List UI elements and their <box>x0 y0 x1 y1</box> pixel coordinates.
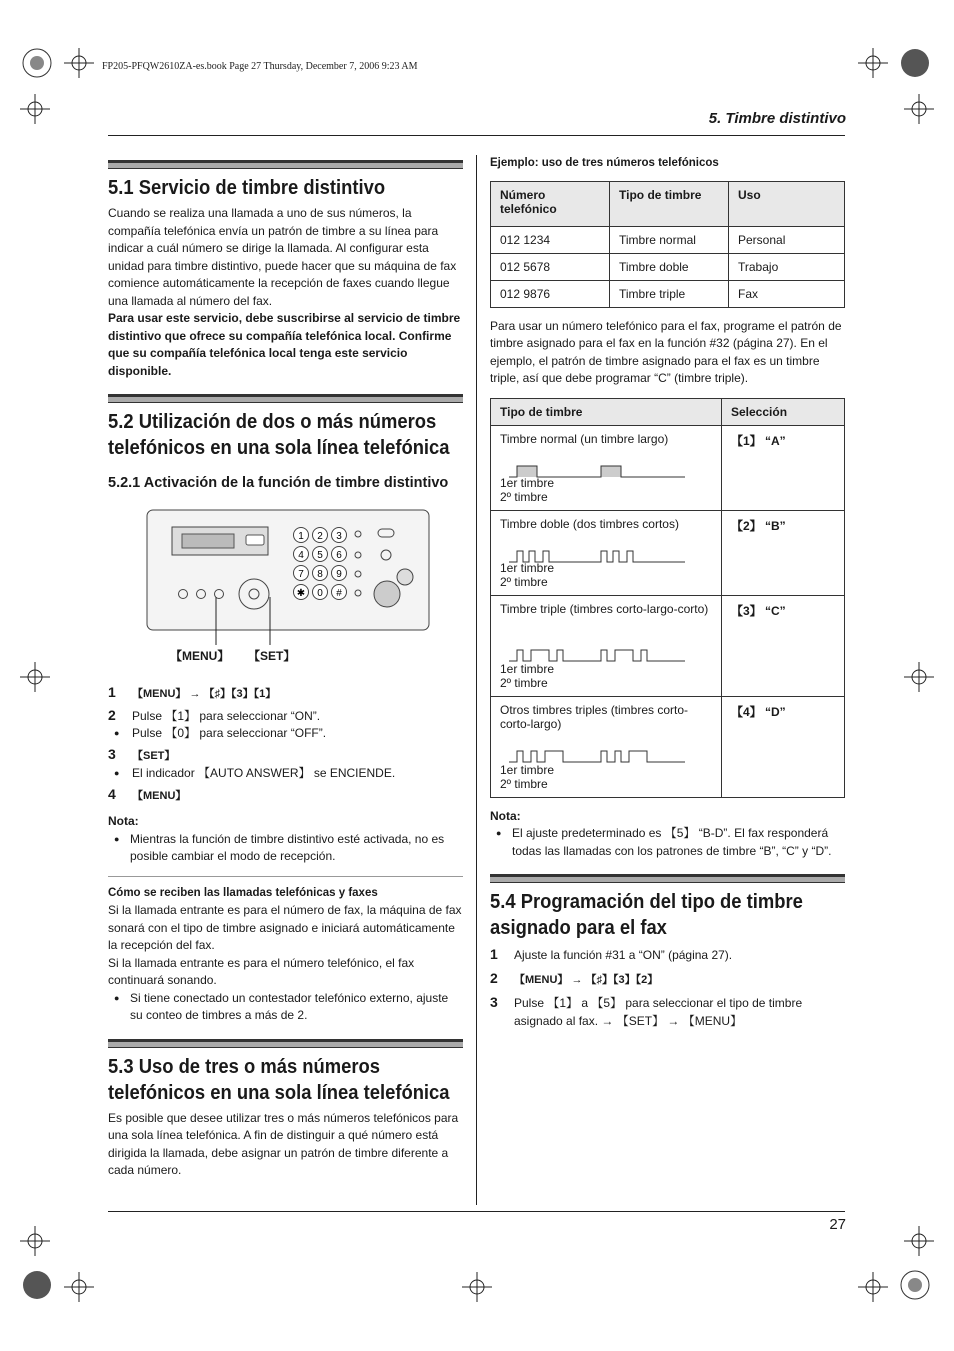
table-row <box>491 280 845 307</box>
print-registration-mark-icon <box>898 46 932 80</box>
table-row <box>491 510 845 595</box>
keypad-key-label: # <box>336 588 342 599</box>
table-cell: Timbre doble <box>610 253 729 280</box>
note-label: Nota: <box>490 808 521 823</box>
table-header-cell: Selección <box>722 398 845 425</box>
ring-labels: 1er timbre2º timbre <box>500 475 555 504</box>
ring-labels: 1er timbre2º timbre <box>500 560 555 589</box>
column-divider <box>476 155 477 1205</box>
example-title: Ejemplo: uso de tres números telefónicos <box>490 157 719 169</box>
table-row <box>491 226 845 253</box>
ring-selection-cell: 【4】 “D” <box>722 696 845 797</box>
right-column <box>490 155 845 1030</box>
print-registration-mark-icon <box>898 1268 932 1302</box>
table-header-row <box>491 181 845 226</box>
ring-labels: 1er timbre2º timbre <box>500 661 555 690</box>
table-cell: Personal <box>729 226 845 253</box>
table-cell: Timbre triple <box>610 280 729 307</box>
ring-selection-cell: 【3】 “C” <box>722 595 845 696</box>
ring-type-label: Timbre normal (un timbre largo) <box>500 431 669 446</box>
footer-rule <box>108 1211 845 1212</box>
table-cell: 012 9876 <box>491 280 610 307</box>
crosshair-mark-icon <box>904 1226 934 1256</box>
example-after-text: Para usar un número telefónico para el fax, programe el patrón de timbre asignado para el fax en la función #32 (página 27). En el ejemplo, el patrón de timbre asignado para el fax es un timbre triple, así que debe programar “C” (timbre triple). <box>490 318 842 385</box>
keypad-key-label: 5 <box>317 550 323 561</box>
step-1: 1 【MENU】 → 【♯】【3】【1】 <box>108 684 277 700</box>
section-title-5-1: 5.1 Servicio de timbre distintivo <box>108 177 386 199</box>
step-2: 2 Pulse 【1】 para seleccionar “ON”. <box>108 706 321 723</box>
table-row <box>491 595 845 696</box>
crosshair-mark-icon <box>858 48 888 78</box>
step-2-bullet: ● Pulse 【0】 para seleccionar “OFF”. <box>108 725 463 743</box>
keypad-key-label: 9 <box>336 569 342 580</box>
keypad-key-label: 2 <box>317 531 323 542</box>
left-column <box>108 160 463 1180</box>
keypad-key-label: 1 <box>298 531 304 542</box>
step-1: 1 Ajuste la función #31 a “ON” (página 27). <box>490 946 733 962</box>
step-list-5-4 <box>490 947 845 1030</box>
table-row <box>491 253 845 280</box>
crosshair-mark-icon <box>858 1272 888 1302</box>
how-title: Cómo se reciben las llamadas telefónicas y faxes <box>108 886 378 899</box>
ring-type-label: Timbre doble (dos timbres cortos) <box>500 516 679 531</box>
keypad-key-label: 6 <box>336 550 342 561</box>
ring-pattern-table <box>490 398 845 798</box>
ring-type-label: Otros timbres triples (timbres corto-corto-largo) <box>500 702 689 731</box>
ring-type-label: Timbre triple (timbres corto-largo-corto) <box>500 601 709 616</box>
step-list-5-2-1 <box>108 685 463 805</box>
table-cell: Fax <box>729 280 845 307</box>
crosshair-mark-icon <box>20 1226 50 1256</box>
section-5-1-body: Cuando se realiza una llamada a uno de sus números, la compañía telefónica envía un patrón de timbre a su línea para indicar a cuál número se dirige la llamada. Al configurar esta unidad para timbre distintivo, puede hacer que su máquina de fax comience automáticamente la recepción de faxes cuando llegue una llamada al número del fax. <box>108 206 457 308</box>
crosshair-mark-icon <box>904 94 934 124</box>
section-bar <box>108 160 463 169</box>
header-rule <box>108 135 845 136</box>
table-cell: Trabajo <box>729 253 845 280</box>
print-header: FP205-PFQW2610ZA-es.book Page 27 Thursday, December 7, 2006 9:23 AM <box>102 61 418 72</box>
how-paragraph-1: Si la llamada entrante es para el número de fax, la máquina de fax sonará con el tipo de timbre asignado e iniciará automáticamente la recepción del fax. <box>108 903 462 952</box>
section-title-5-3: 5.3 Uso de tres o más números telefónicos en una sola línea telefónica <box>108 1055 450 1104</box>
crosshair-mark-icon <box>20 94 50 124</box>
table-header-cell: Tipo de timbre <box>610 181 729 226</box>
keypad-key-label: 8 <box>317 569 323 580</box>
how-paragraph-2: Si la llamada entrante es para el número telefónico, el fax continuará sonando. <box>108 955 415 987</box>
page-number: 27 <box>829 1216 846 1233</box>
ring-selection-cell: 【2】 “B” <box>722 510 845 595</box>
running-title: 5. Timbre distintivo <box>708 110 846 127</box>
section-bar <box>108 394 463 403</box>
set-key-label: 【SET】 <box>248 649 296 663</box>
step-4: 4 【MENU】 <box>108 785 187 802</box>
table-cell: 012 5678 <box>491 253 610 280</box>
table-cell: Timbre normal <box>610 226 729 253</box>
keypad-key-label: ✱ <box>296 588 306 599</box>
note-bullet: ● El ajuste predeterminado es 【5】 “B-D”. El fax responderá todas las llamadas con los patrones de timbre “B”, “C” y “D”. <box>490 825 845 860</box>
example-table <box>490 181 845 308</box>
ring-pattern-other-icon <box>509 749 689 763</box>
keypad-key-label: 4 <box>298 550 304 561</box>
step-3: 3 Pulse 【1】 a 【5】 para seleccionar el tipo de timbre asignado al fax. → 【SET】 → 【MENU】 <box>490 994 803 1028</box>
section-bar <box>108 1039 463 1048</box>
fax-panel-icon <box>146 509 436 639</box>
section-bar <box>490 874 845 883</box>
subsection-title-5-2-1: 5.2.1 Activación de la función de timbre distintivo <box>108 475 449 491</box>
ring-type-cell <box>491 696 722 797</box>
section-5-3-body: Es posible que desee utilizar tres o más números telefónicos para una sola línea telefónica. A fin de distinguir a qué número está dirigida la llamada, debe asignar un patrón de timbre diferente a cada número. <box>108 1110 459 1177</box>
print-registration-mark-icon <box>20 46 54 80</box>
crosshair-mark-icon <box>20 662 50 692</box>
ring-labels: 1er timbre2º timbre <box>500 762 555 791</box>
table-row <box>491 425 845 510</box>
table-header-cell: Número telefónico <box>491 181 610 226</box>
crosshair-mark-icon <box>462 1272 492 1302</box>
step-3-bullet: ● El indicador 【AUTO ANSWER】 se ENCIENDE. <box>108 765 463 783</box>
ring-selection-cell: 【1】 “A” <box>722 425 845 510</box>
table-header-cell: Tipo de timbre <box>491 398 722 425</box>
ring-type-cell <box>491 425 722 510</box>
crosshair-mark-icon <box>904 662 934 692</box>
how-bullet: ● Si tiene conectado un contestador telefónico externo, ajuste su conteo de timbres a más de 2. <box>108 990 463 1025</box>
step-3: 3 【SET】 <box>108 745 176 762</box>
section-title-5-4: 5.4 Programación del tipo de timbre asignado para el fax <box>490 891 803 939</box>
print-registration-mark-icon <box>20 1268 54 1302</box>
section-5-1-bold-note: Para usar este servicio, debe suscribirse al servicio de timbre distintivo que ofrece su compañía telefónica local. Confirme que su compañía telefónica local tenga este servicio disponible. <box>108 311 461 378</box>
menu-key-label: 【MENU】 <box>170 649 230 663</box>
step-2: 2 【MENU】 → 【♯】【3】【2】 <box>490 969 659 986</box>
crosshair-mark-icon <box>64 48 94 78</box>
note-bullet: ● Mientras la función de timbre distintivo esté activada, no es posible cambiar el modo de recepción. <box>108 831 463 866</box>
section-title-5-2: 5.2 Utilización de dos o más números telefónicos en una sola línea telefónica <box>108 411 450 459</box>
table-header-cell: Uso <box>729 181 845 226</box>
table-row <box>491 696 845 797</box>
control-panel-illustration <box>108 509 463 669</box>
ring-type-cell <box>491 510 722 595</box>
table-cell: 012 1234 <box>491 226 610 253</box>
divider <box>108 876 463 877</box>
ring-type-cell <box>491 595 722 696</box>
table-header-row <box>491 398 845 425</box>
keypad-key-label: 3 <box>336 531 342 542</box>
ring-pattern-triple-icon <box>509 648 689 662</box>
crosshair-mark-icon <box>64 1272 94 1302</box>
callout-lines-icon <box>198 597 278 647</box>
note-label: Nota: <box>108 814 139 828</box>
keypad-key-label: 7 <box>298 569 304 580</box>
keypad-key-label: 0 <box>317 588 323 599</box>
